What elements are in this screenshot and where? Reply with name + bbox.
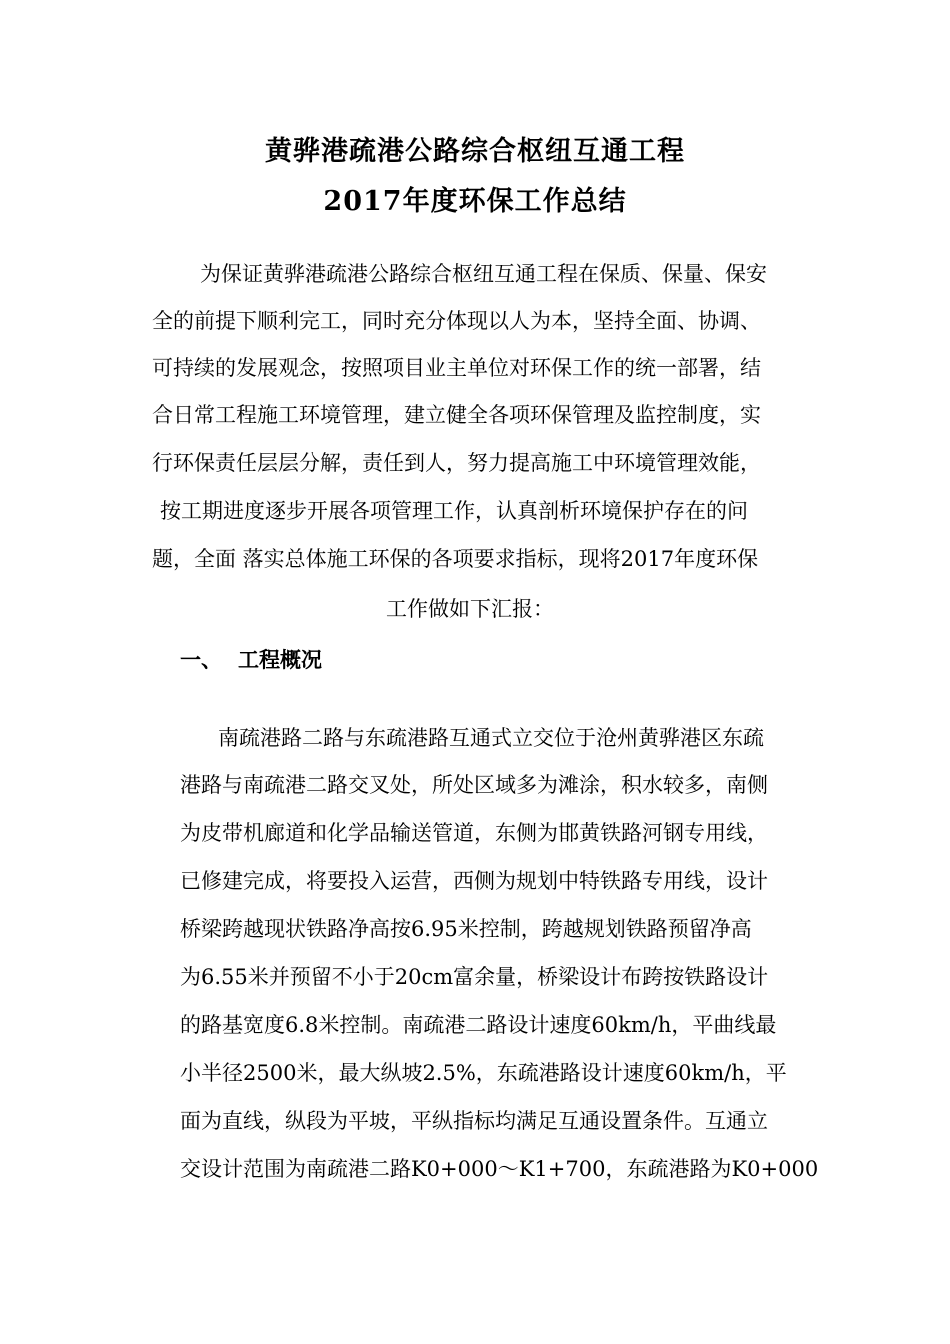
- body-line: 南疏港路二路与东疏港路互通式立交位于沧州黄骅港区东疏: [218, 726, 764, 750]
- body-line: 桥梁跨越现状铁路净高按6.95米控制，跨越规划铁路预留净高: [180, 917, 752, 941]
- intro-line: 工作做如下汇报：: [386, 597, 554, 621]
- body-line: 面为直线，纵段为平坡，平纵指标均满足互通设置条件。互通立: [180, 1109, 768, 1133]
- body-line: 已修建完成，将要投入运营，西侧为规划中特铁路专用线，设计: [180, 869, 768, 893]
- intro-line: 按工期进度逐步开展各项管理工作，认真剖析环境保护存在的问: [160, 499, 748, 523]
- intro-line: 题，全面 落实总体施工环保的各项要求指标，现将2017年度环保: [152, 547, 759, 571]
- intro-line: 合日常工程施工环境管理，建立健全各项环保管理及监控制度，实: [152, 403, 761, 427]
- document-title-line-2: 2017年度环保工作总结: [323, 186, 627, 217]
- section-title: 工程概况: [238, 647, 322, 672]
- intro-line: 为保证黄骅港疏港公路综合枢纽互通工程在保质、保量、保安: [200, 262, 767, 286]
- body-line: 为6.55米并预留不小于20cm富余量，桥梁设计布跨按铁路设计: [180, 965, 769, 989]
- body-line: 的路基宽度6.8米控制。南疏港二路设计速度60km/h，平曲线最: [180, 1013, 777, 1037]
- document-title-line-1: 黄骅港疏港公路综合枢纽互通工程: [265, 136, 685, 167]
- body-line: 小半径2500米，最大纵坡2.5%，东疏港路设计速度60km/h，平: [180, 1061, 787, 1085]
- intro-line: 行环保责任层层分解，责任到人，努力提高施工中环境管理效能，: [152, 451, 761, 475]
- body-line: 为皮带机廊道和化学品输送管道，东侧为邯黄铁路河钢专用线，: [180, 821, 768, 845]
- intro-line: 全的前提下顺利完工，同时充分体现以人为本，坚持全面、协调、: [152, 309, 761, 333]
- body-line: 港路与南疏港二路交叉处，所处区域多为滩涂，积水较多，南侧: [180, 773, 768, 797]
- section-heading: [180, 645, 322, 675]
- section-number: 一、: [180, 647, 222, 672]
- body-line: 交设计范围为南疏港二路K0+000～K1+700，东疏港路为K0+000: [180, 1157, 819, 1181]
- intro-line: 可持续的发展观念，按照项目业主单位对环保工作的统一部署，结: [152, 356, 761, 380]
